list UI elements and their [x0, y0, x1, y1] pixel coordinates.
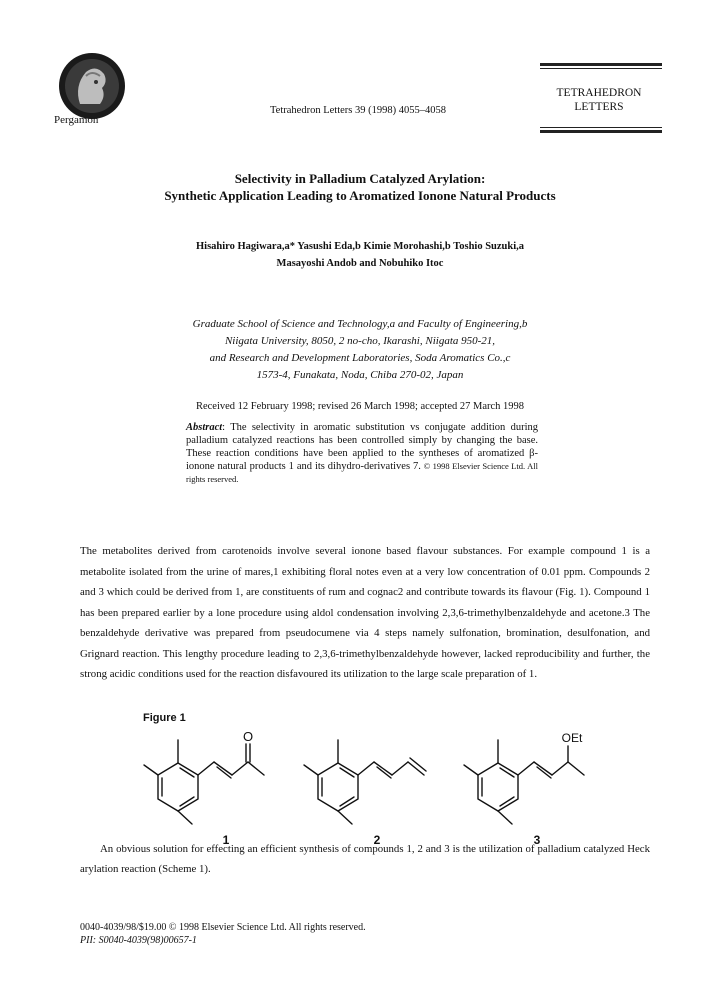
- paper-title: [60, 170, 660, 204]
- ether-label: OEt: [561, 731, 583, 745]
- compound-number: 1: [222, 833, 230, 847]
- received-dates: Received 12 February 1998; revised 26 March 1998; accepted 27 March 1998: [195, 401, 525, 412]
- footer: [80, 921, 366, 947]
- abstract-copyright: © 1998 Elsevier Science Ltd. All rights reserved.: [186, 461, 538, 484]
- header-rule-top-thin: [540, 68, 662, 69]
- footer-copyright: 0040-4039/98/$19.00 © 1998 Elsevier Science Ltd. All rights reserved.: [80, 922, 366, 933]
- publisher-logo: [56, 52, 128, 122]
- affiliations: [60, 316, 660, 384]
- affiliation-line: Niigata University, 8050, 2 no-cho, Ikarashi, Niigata 950-21,: [224, 335, 496, 347]
- publisher-name: Pergamon: [54, 114, 99, 126]
- author-list: [60, 238, 660, 272]
- abstract-label: Abstract: [186, 422, 223, 433]
- title-line2: Synthetic Application Leading to Aromatized Ionone Natural Products: [164, 188, 556, 203]
- authors-line2: Masayoshi Andob and Nobuhiko Itoc: [276, 258, 444, 269]
- compound-number: 3: [533, 833, 541, 847]
- header-rule-bottom: [540, 130, 662, 133]
- compound-3-structure: [464, 740, 584, 824]
- body-paragraph: The metabolites derived from carotenoids involve several ionone based flavour substances. For example compound 1 is a metabolite isolated from the urine of mares,1 exhibiting floral notes even at a very low concentration of 0.01 ppm. Compounds 2 and 3 which could be derived from 1, are constituents of rum and cognac2 and contribute towards its flavour (Fig. 1). Compound 1 has been prepared earlier by a lone procedure using aldol condensation involving 2,3,6-trimethylbenzaldehyde and acetone.3 The benzaldehyde derivative was prepared from pseudocumene via 4 steps namely sulfonation, bromination, desulfonation, and Grignard reaction. This lengthy procedure leading to 2,3,6-trimethylbenzaldehyde however, lacked reproducibility and further, the strong acidic conditions used for the reaction disfavoured its utilization to the large scale preparation of 1.: [80, 545, 650, 680]
- carbonyl-label: O: [242, 729, 254, 744]
- footer-pii: PII: S0040-4039(98)00657-1: [80, 935, 197, 946]
- header-rule-top: [540, 63, 662, 66]
- authors-line1: Hisahiro Hagiwara,a* Yasushi Eda,b Kimie Morohashi,b Toshio Suzuki,a: [195, 241, 525, 252]
- affiliation-line: Graduate School of Science and Technology,a and Faculty of Engineering,b: [192, 318, 528, 330]
- figure-1-structures: [140, 728, 630, 853]
- journal-name-line2: LETTERS: [574, 101, 624, 113]
- affiliation-line: and Research and Development Laboratories, Soda Aromatics Co.,c: [209, 352, 511, 364]
- abstract: Abstract: The selectivity in aromatic substitution vs conjugate addition during palladium catalyzed reactions has been controlled simply by changing the base. These reaction conditions have been applied to the syntheses of aromatized β-ionone natural products 1 and its dihydro-derivatives 7. © 1998 Elsevier Science Ltd. All rights reserved.: [186, 422, 538, 484]
- journal-name: [538, 86, 660, 114]
- compound-number: 2: [373, 833, 381, 847]
- title-line1: Selectivity in Palladium Catalyzed Arylation:: [234, 171, 486, 186]
- affiliation-line: 1573-4, Funakata, Noda, Chiba 270-02, Japan: [256, 369, 464, 381]
- compound-2-structure: [304, 740, 426, 824]
- conclusion-paragraph: An obvious solution for effecting an efficient synthesis of compounds 1, 2 and 3 is the utilization of palladium catalyzed Heck arylation reaction (Scheme 1).: [80, 843, 650, 875]
- abstract-text: The selectivity in aromatic substitution vs conjugate addition during palladium catalyzed reactions has been controlled simply by changing the base. These reaction conditions have been applied to the syntheses of aromatized β-ionone natural products 1 and its dihydro-derivatives 7.: [186, 422, 538, 472]
- journal-citation: Tetrahedron Letters 39 (1998) 4055–4058: [270, 105, 446, 116]
- journal-name-line1: TETRAHEDRON: [556, 87, 642, 99]
- compound-1-structure: [144, 740, 264, 824]
- figure-label: Figure 1: [143, 712, 186, 724]
- header-rule-bottom-thin: [540, 127, 662, 128]
